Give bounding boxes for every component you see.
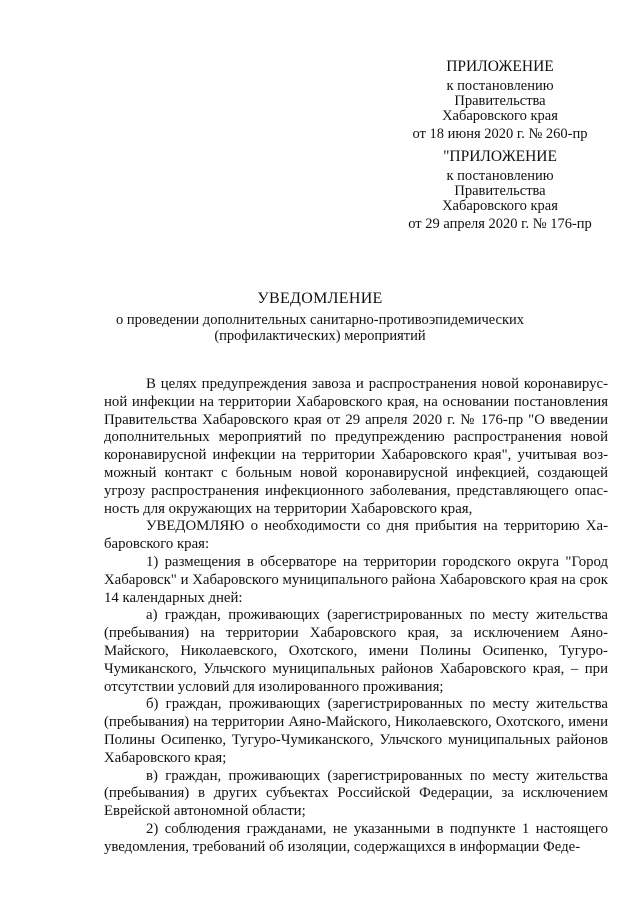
appendix-date-number: от 29 апреля 2020 г. № 176-пр <box>408 216 592 232</box>
appendix-line: Хабаровского края <box>442 198 558 214</box>
notice-body <box>104 376 608 857</box>
notice-subtitle: (профилактических) мероприятий <box>214 328 426 344</box>
notice-title: УВЕДОМЛЕНИЕ <box>257 290 383 307</box>
appendix-title: ПРИЛОЖЕНИЕ <box>446 58 554 75</box>
appendix-header-current <box>390 58 610 142</box>
appendix-line: к постановлению <box>446 78 554 94</box>
body-paragraph: В целях предупреждения завоза и распространения новой коронавирусной инфекции на территории Хабаровского края, на основании постановления Правительства Хабаровского края от 29 апреля 2020 г. № 176-пр "О введении дополнительных мероприятий по предупреждению распространения новой коронавирусной инфекции на территории Хабаровского края", учитывая возможный контакт с больным новой коронавирусной инфекцией, создающей угрозу распространения инфекционного заболевания, представляющего опасность для окружающих на территории Хабаровского края, <box>104 376 608 517</box>
body-paragraph: б) граждан, проживающих (зарегистрированных по месту жительства (пребывания) на территории Аяно-Майского, Николаевского, Охотского, имени Полины Осипенко, Тугуро-Чумиканского, Ульчского муниципальных районов Хабаровского края; <box>104 696 608 766</box>
appendix-title: "ПРИЛОЖЕНИЕ <box>443 148 557 165</box>
appendix-header-original <box>390 148 610 232</box>
body-paragraph: УВЕДОМЛЯЮ о необходимости со дня прибытия на территорию Хабаровского края: <box>104 518 608 553</box>
body-paragraph: а) граждан, проживающих (зарегистрированных по месту жительства (пребывания) на территории Хабаровского края, за исключением Аяно-Майского, Николаевского, Охотского, имени Полины Осипенко, Тугуро-Чумиканского, Ульчского муниципальных районов Хабаровского края, – при отсутствии условий для изолированного проживания; <box>104 607 608 695</box>
appendix-line: Правительства <box>454 183 546 199</box>
notice-heading <box>90 289 550 344</box>
body-paragraph: 1) размещения в обсерваторе на территории городского округа "Город Хабаровск" и Хабаровского муниципального района Хабаровского края на срок 14 календарных дней: <box>104 553 608 606</box>
body-paragraph: в) граждан, проживающих (зарегистрированных по месту жительства (пребывания) в других субъектах Российской Федерации, за исключением Еврейской автономной области; <box>104 767 608 820</box>
appendix-line: Правительства <box>454 93 546 109</box>
appendix-line: к постановлению <box>446 168 554 184</box>
appendix-line: Хабаровского края <box>442 108 558 124</box>
body-paragraph: 2) соблюдения гражданами, не указанными в подпункте 1 настоящего уведомления, требований об изоляции, содержащихся в информации Феде- <box>104 820 608 855</box>
appendix-date-number: от 18 июня 2020 г. № 260-пр <box>412 126 588 142</box>
notice-subtitle: о проведении дополнительных санитарно-противоэпидемических <box>115 312 525 328</box>
